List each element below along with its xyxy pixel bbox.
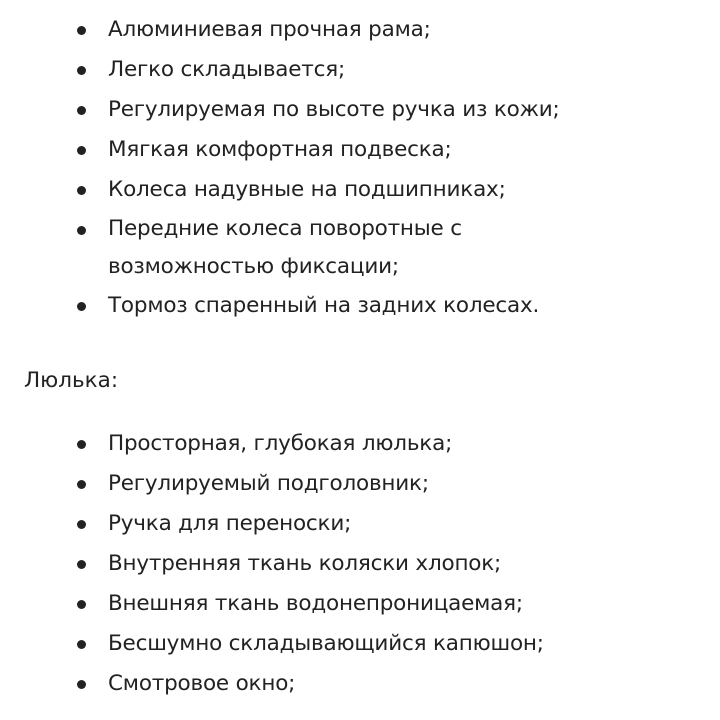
list-item: Передние колеса поворотные с возможностью фиксации; [0, 210, 528, 286]
list-item: Регулируемый подголовник; [0, 464, 720, 504]
list-item: Легко складывается; [0, 50, 720, 90]
frame-features-list [0, 10, 720, 326]
list-item: Алюминиевая прочная рама; [0, 10, 720, 50]
list-item: Бесшумно складывающийся капюшон; [0, 624, 720, 664]
list-item: Колеса надувные на подшипниках; [0, 170, 720, 210]
cradle-features-list [0, 424, 720, 704]
list-item: Ручка для переноски; [0, 504, 720, 544]
list-item: Мягкая комфортная подвеска; [0, 130, 720, 170]
list-item: Просторная, глубокая люлька; [0, 424, 720, 464]
list-item: Смотровое окно; [0, 664, 720, 704]
list-item: Внешняя ткань водонепроницаемая; [0, 584, 720, 624]
list-item: Внутренняя ткань коляски хлопок; [0, 544, 720, 584]
section-title-cradle: Люлька: [24, 368, 119, 393]
list-item: Тормоз спаренный на задних колесах. [0, 286, 720, 326]
list-item: Регулируемая по высоте ручка из кожи; [0, 90, 720, 130]
